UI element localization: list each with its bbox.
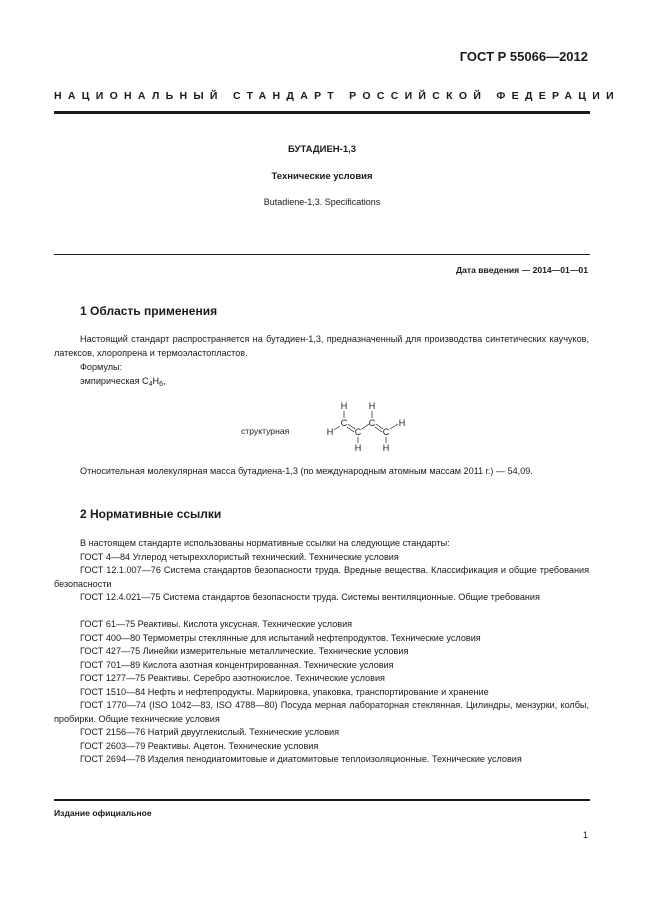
references-intro: В настоящем стандарте использованы нормативные ссылки на следующие стандарты: xyxy=(80,538,450,548)
footer-rule xyxy=(54,799,590,801)
gost-number: ГОСТ Р 55066—2012 xyxy=(459,49,588,64)
atom-c1: C xyxy=(340,418,348,428)
reference-item: ГОСТ 12.1.007—76 Система стандартов безопасности труда. Вредные вещества. Классификация и общие требования безопасности xyxy=(54,565,589,589)
english-title: Butadiene-1,3. Specifications xyxy=(263,197,381,207)
page-number: 1 xyxy=(582,830,588,840)
atom-h4: H xyxy=(326,427,334,437)
atom-c3: C xyxy=(368,418,376,428)
structural-formula-diagram xyxy=(322,399,412,455)
reference-item: ГОСТ 1277—75 Реактивы. Серебро азотнокислое. Технические условия xyxy=(80,673,385,683)
section-2-heading: 2 Нормативные ссылки xyxy=(80,507,222,521)
introduction-date: Дата введения — 2014—01—01 xyxy=(455,265,588,275)
formulas-label: Формулы: xyxy=(80,362,123,372)
atom-c2: C xyxy=(354,427,362,437)
reference-item: ГОСТ 1770—74 (ISO 1042—83, ISO 4788—80) Посуда мерная лабораторная стеклянная. Цилиндры, мензурки, колбы, пробирки. Общие технические условия xyxy=(54,700,589,724)
bond xyxy=(390,424,398,429)
scope-paragraph: Настоящий стандарт распространяется на бутадиен-1,3, предназначенный для производства синтетических каучуков, латексов, хлоропрена и термоэластопластов. xyxy=(54,334,589,358)
atom-h2: H xyxy=(368,401,376,411)
reference-item: ГОСТ 2603—79 Реактивы. Ацетон. Технические условия xyxy=(80,741,319,751)
empirical-formula: эмпирическая $C_4H_6$, xyxy=(80,376,166,388)
edition-label: Издание официальное xyxy=(54,808,152,818)
reference-item: ГОСТ 427—75 Линейки измерительные металлические. Технические условия xyxy=(80,646,409,656)
bond xyxy=(334,426,340,430)
atom-h6: H xyxy=(382,443,390,453)
reference-item: ГОСТ 701—89 Кислота азотная концентрированная. Технические условия xyxy=(80,660,394,670)
national-standard-banner: НАЦИОНАЛЬНЫЙ СТАНДАРТ РОССИЙСКОЙ ФЕДЕРАЦИИ xyxy=(54,90,620,102)
structural-formula-label: структурная xyxy=(241,426,290,436)
document-subtitle: Технические условия xyxy=(271,171,373,182)
section-1-heading: 1 Область применения xyxy=(80,304,218,318)
atom-h3: H xyxy=(398,418,406,428)
reference-item: ГОСТ 1510—84 Нефть и нефтепродукты. Маркировка, упаковка, транспортирование и хранение xyxy=(80,687,489,697)
document-title: БУТАДИЕН-1,3 xyxy=(287,144,357,155)
atom-h5: H xyxy=(354,443,362,453)
reference-item: ГОСТ 2156—76 Натрий двууглекислый. Технические условия xyxy=(80,727,340,737)
header-rule xyxy=(54,111,590,114)
reference-item: ГОСТ 12.4.021—75 Система стандартов безопасности труда. Системы вентиляционные. Общие требования xyxy=(80,592,540,602)
reference-item: ГОСТ 2694—78 Изделия пенодиатомитовые и диатомитовые теплоизоляционные. Технические условия xyxy=(80,754,522,764)
title-rule xyxy=(54,254,590,255)
molecular-mass-paragraph: Относительная молекулярная масса бутадиена-1,3 (по международным атомным массам 2011 г.) — 54,09. xyxy=(80,466,533,476)
reference-item: ГОСТ 400—80 Термометры стеклянные для испытаний нефтепродуктов. Технические условия xyxy=(80,633,481,643)
reference-item: ГОСТ 61—75 Реактивы. Кислота уксусная. Технические условия xyxy=(80,619,353,629)
atom-h1: H xyxy=(340,401,348,411)
reference-item: ГОСТ 4—84 Углерод четыреххлористый технический. Технические условия xyxy=(80,552,399,562)
atom-c4: C xyxy=(382,427,390,437)
